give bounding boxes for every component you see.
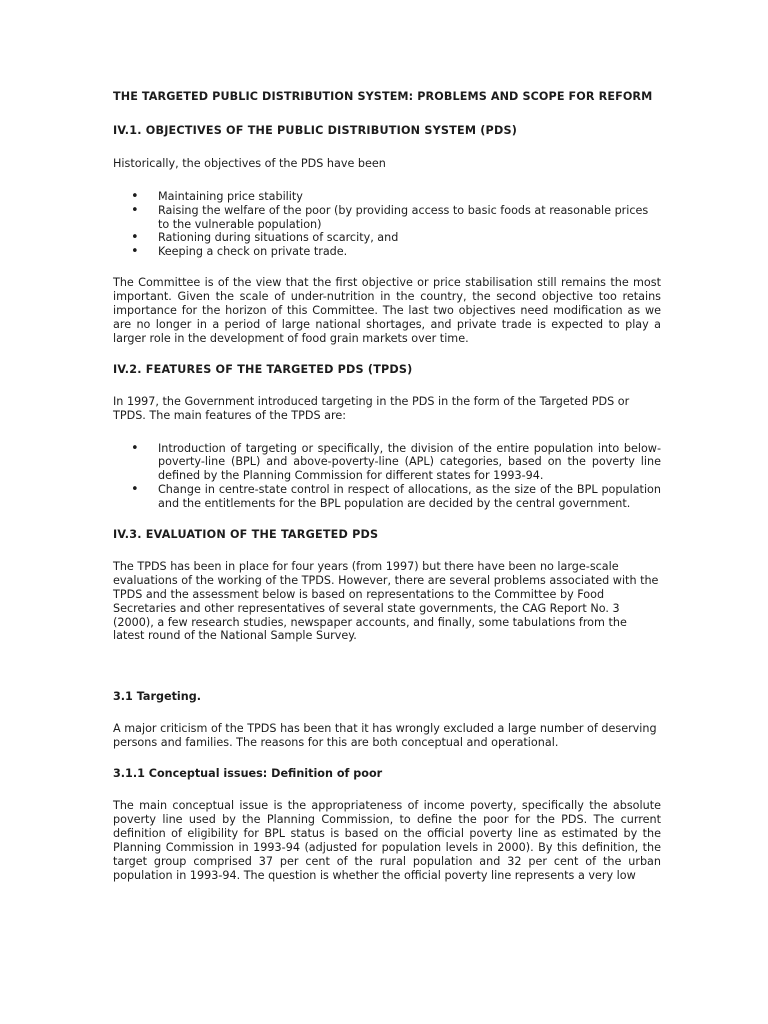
section-heading-features: IV.2. FEATURES OF THE TARGETED PDS (TPDS) bbox=[113, 362, 413, 376]
list-item: • Raising the welfare of the poor (by providing access to basic foods at reasonable prices to the vulnerable population) bbox=[113, 204, 661, 232]
section-heading-objectives: IV.1. OBJECTIVES OF THE PUBLIC DISTRIBUTION SYSTEM (PDS) bbox=[113, 123, 518, 137]
section-heading-definition-of-poor: 3.1.1 Conceptual issues: Definition of poor bbox=[113, 767, 383, 781]
objectives-intro: Historically, the objectives of the PDS have been bbox=[113, 156, 386, 170]
list-item: • Keeping a check on private trade. bbox=[113, 245, 661, 259]
objectives-list bbox=[113, 190, 661, 260]
features-list bbox=[113, 442, 661, 512]
section-heading-evaluation: IV.3. EVALUATION OF THE TARGETED PDS bbox=[113, 528, 379, 542]
features-intro: In 1997, the Government introduced targeting in the PDS in the form of the Targeted PDS or TPDS. The main features of the TPDS are: bbox=[113, 394, 630, 422]
document-title: THE TARGETED PUBLIC DISTRIBUTION SYSTEM: PROBLEMS AND SCOPE FOR REFORM bbox=[113, 90, 653, 103]
definition-of-poor-body: The main conceptual issue is the appropriateness of income poverty, specifically the absolute poverty line used by the Planning Commission, to define the poor for the PDS. The current definition of eligibility for BPL status is based on the official poverty line as estimated by the Planning Commission in 1993-94 (adjusted for population levels in 2000). By this definition, the target group comprised 37 per cent of the rural population and 32 per cent of the urban population in 1993-94. The question is whether the official poverty line represents a very low bbox=[113, 799, 661, 882]
section-heading-targeting: 3.1 Targeting. bbox=[113, 690, 201, 704]
document-page bbox=[113, 90, 661, 882]
evaluation-body: The TPDS has been in place for four years (from 1997) but there have been no large-scale evaluations of the working of the TPDS. However, there are several problems associated with the TPDS and the assessment below is based on representations to the Committee by Food Secretaries and other representatives of several state governments, the CAG Report No. 3 (2000), a few research studies, newspaper accounts, and finally, some tabulations from the latest round of the National Sample Survey. bbox=[113, 559, 659, 643]
objectives-body: The Committee is of the view that the first objective or price stabilisation still remains the most important. Given the scale of under-nutrition in the country, the second objective too retains importance for the horizon of this Committee. The last two objectives need modification as we are no longer in a period of large national shortages, and private trade is expected to play a larger role in the development of food grain markets over time. bbox=[113, 276, 661, 345]
targeting-body: A major criticism of the TPDS has been that it has wrongly excluded a large number of deserving persons and families. The reasons for this are both conceptual and operational. bbox=[113, 722, 657, 750]
list-item: • Maintaining price stability bbox=[113, 190, 661, 204]
list-item: • Introduction of targeting or specifically, the division of the entire population into below-poverty-line (BPL) and above-poverty-line (APL) categories, based on the poverty line defined by the Planning Commission for different states for 1993-94. bbox=[113, 442, 661, 484]
list-item: • Rationing during situations of scarcity, and bbox=[113, 231, 661, 245]
list-item: • Change in centre-state control in respect of allocations, as the size of the BPL population and the entitlements for the BPL population are decided by the central government. bbox=[113, 483, 661, 511]
